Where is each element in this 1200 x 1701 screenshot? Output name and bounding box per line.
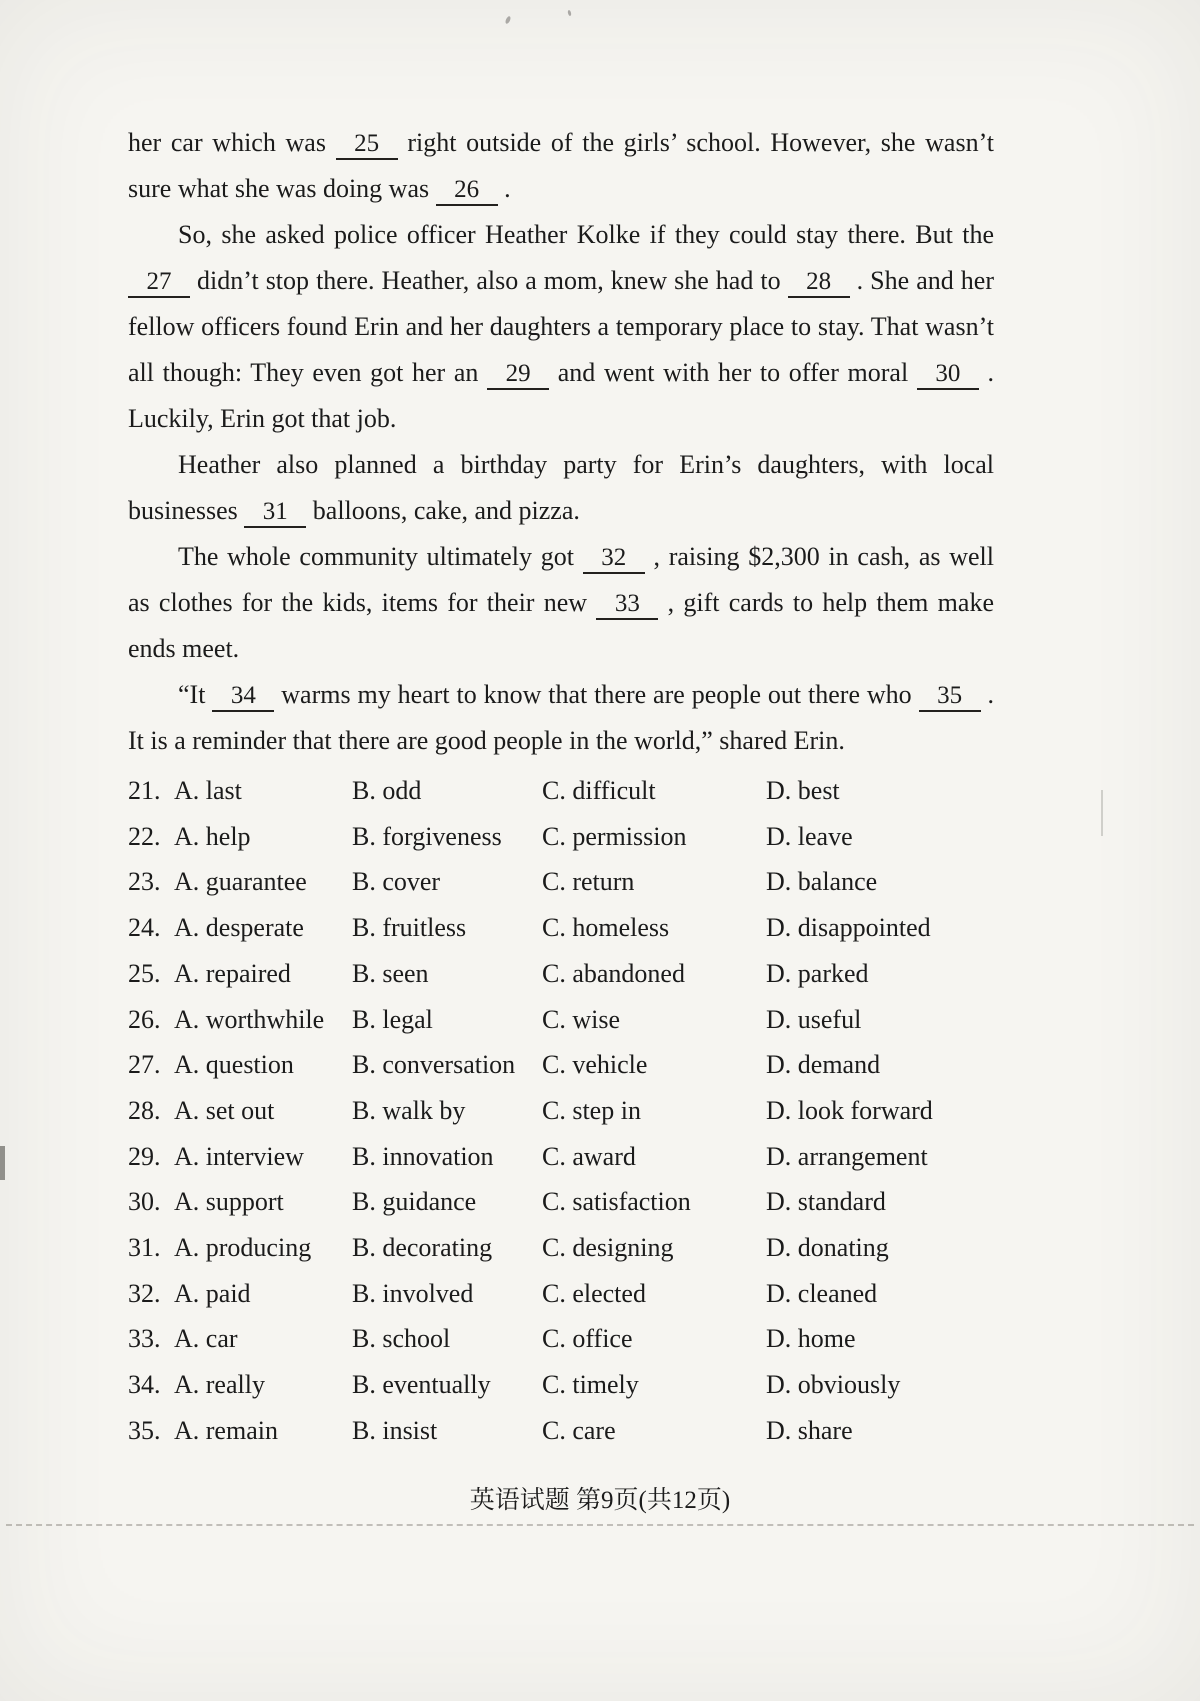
option-label: B. legal xyxy=(352,1004,433,1034)
option-21-C xyxy=(542,768,766,814)
option-31-D xyxy=(766,1225,994,1271)
option-26-A xyxy=(128,997,352,1043)
option-row-23 xyxy=(128,859,994,905)
option-34-D xyxy=(766,1362,994,1408)
option-label: D. demand xyxy=(766,1050,881,1080)
option-row-31 xyxy=(128,1225,994,1271)
question-number: 26. xyxy=(128,1004,161,1034)
option-32-A xyxy=(128,1271,352,1317)
option-label: D. arrangement xyxy=(766,1141,928,1171)
option-label: A. interview xyxy=(174,1141,304,1171)
option-label: B. innovation xyxy=(352,1141,494,1171)
option-row-35 xyxy=(128,1408,994,1454)
option-label: C. office xyxy=(542,1324,633,1354)
option-35-A xyxy=(128,1408,352,1454)
option-29-C xyxy=(542,1134,766,1180)
option-22-C xyxy=(542,814,766,860)
option-23-D xyxy=(766,859,994,905)
passage-paragraph xyxy=(128,672,994,764)
question-number: 35. xyxy=(128,1415,161,1445)
cloze-blank-27: 27 xyxy=(128,268,190,298)
option-33-A xyxy=(128,1316,352,1362)
option-label: C. homeless xyxy=(542,913,670,943)
option-label: B. walk by xyxy=(352,1095,466,1125)
option-label: A. set out xyxy=(174,1095,275,1125)
question-number: 21. xyxy=(128,776,161,805)
scan-streak xyxy=(1101,790,1103,836)
option-33-B xyxy=(352,1316,542,1362)
question-number: 28. xyxy=(128,1095,161,1125)
option-33-D xyxy=(766,1316,994,1362)
option-21-B xyxy=(352,768,542,814)
option-label: A. help xyxy=(174,821,251,851)
option-label: D. balance xyxy=(766,867,878,897)
option-label: C. step in xyxy=(542,1095,641,1125)
option-label: A. guarantee xyxy=(174,867,307,897)
option-34-A xyxy=(128,1362,352,1408)
option-31-A xyxy=(128,1225,352,1271)
option-label: D. home xyxy=(766,1324,856,1354)
option-24-B xyxy=(352,905,542,951)
question-number: 33. xyxy=(128,1324,161,1354)
option-row-21 xyxy=(128,768,994,814)
option-row-22 xyxy=(128,814,994,860)
option-label: A. car xyxy=(174,1324,238,1354)
passage-text: , raising $2,300 in cash, as well as clothes for the kids, items for their new xyxy=(128,542,995,617)
option-row-34 xyxy=(128,1362,994,1408)
cloze-blank-33: 33 xyxy=(596,590,658,620)
option-label: D. obviously xyxy=(766,1370,901,1400)
cloze-blank-31: 31 xyxy=(244,498,306,528)
passage-text: right outside of the girls’ school. However, she wasn’t sure what she was doing was xyxy=(128,128,994,203)
option-26-C xyxy=(542,997,766,1043)
passage-text: her car which was xyxy=(128,128,336,157)
option-label: C. permission xyxy=(542,821,687,851)
question-number: 30. xyxy=(128,1187,161,1217)
option-label: B. involved xyxy=(352,1278,474,1308)
option-label: C. award xyxy=(542,1141,636,1171)
option-22-B xyxy=(352,814,542,860)
option-label: B. insist xyxy=(352,1415,438,1445)
passage-text: Heather also planned a birthday party for Erin’s daughters, with local businesses xyxy=(128,450,994,525)
option-34-C xyxy=(542,1362,766,1408)
option-label: D. donating xyxy=(766,1233,889,1263)
option-label: A. question xyxy=(174,1050,294,1080)
passage-text: . Luckily, Erin got that job. xyxy=(128,358,995,433)
option-32-B xyxy=(352,1271,542,1317)
option-label: B. fruitless xyxy=(352,913,467,943)
option-23-A xyxy=(128,859,352,905)
option-29-A xyxy=(128,1134,352,1180)
option-row-32 xyxy=(128,1271,994,1317)
option-25-A xyxy=(128,951,352,997)
option-27-D xyxy=(766,1042,994,1088)
scan-speck xyxy=(504,16,511,25)
option-label: A. worthwhile xyxy=(174,1004,325,1034)
question-number: 31. xyxy=(128,1233,161,1263)
option-label: A. remain xyxy=(174,1415,278,1445)
option-label: A. repaired xyxy=(174,958,291,988)
option-row-24 xyxy=(128,905,994,951)
cloze-blank-30: 30 xyxy=(917,360,979,390)
passage-paragraph xyxy=(128,534,994,672)
option-label: D. best xyxy=(766,776,840,805)
option-24-C xyxy=(542,905,766,951)
option-label: D. parked xyxy=(766,958,869,988)
cloze-blank-26: 26 xyxy=(436,176,498,206)
option-31-C xyxy=(542,1225,766,1271)
option-label: C. care xyxy=(542,1415,616,1445)
options-list xyxy=(128,768,994,1454)
option-22-D xyxy=(766,814,994,860)
option-label: A. last xyxy=(174,776,242,805)
option-label: D. leave xyxy=(766,821,853,851)
option-row-30 xyxy=(128,1179,994,1225)
option-row-28 xyxy=(128,1088,994,1134)
cloze-blank-25: 25 xyxy=(336,130,398,160)
option-label: D. look forward xyxy=(766,1095,933,1125)
option-27-A xyxy=(128,1042,352,1088)
option-row-29 xyxy=(128,1134,994,1180)
option-label: D. cleaned xyxy=(766,1278,878,1308)
passage-paragraph xyxy=(128,212,994,442)
option-label: B. eventually xyxy=(352,1370,491,1400)
passage-text: “It xyxy=(178,680,213,709)
page-footer: 英语试题 第9页(共12页) xyxy=(469,1487,731,1514)
option-label: C. vehicle xyxy=(542,1050,648,1080)
passage-text: . It is a reminder that there are good people in the world,” shared Erin. xyxy=(128,680,995,755)
option-label: B. forgiveness xyxy=(352,821,502,851)
option-label: D. useful xyxy=(766,1004,862,1034)
passage-text: and went with her to offer moral xyxy=(549,358,917,387)
option-row-33 xyxy=(128,1316,994,1362)
option-31-B xyxy=(352,1225,542,1271)
content xyxy=(128,120,994,1454)
cloze-blank-32: 32 xyxy=(583,544,645,574)
option-29-B xyxy=(352,1134,542,1180)
passage xyxy=(128,120,994,764)
option-label: A. desperate xyxy=(174,913,304,943)
cloze-blank-34: 34 xyxy=(212,682,274,712)
cloze-blank-28: 28 xyxy=(788,268,850,298)
option-32-C xyxy=(542,1271,766,1317)
option-label: A. paid xyxy=(174,1278,251,1308)
option-label: B. guidance xyxy=(352,1187,477,1217)
option-22-A xyxy=(128,814,352,860)
option-35-D xyxy=(766,1408,994,1454)
option-27-C xyxy=(542,1042,766,1088)
option-label: C. wise xyxy=(542,1004,620,1034)
scan-edge-mark xyxy=(0,1146,5,1180)
cloze-blank-29: 29 xyxy=(487,360,549,390)
option-26-D xyxy=(766,997,994,1043)
scan-speck xyxy=(567,10,571,17)
option-25-D xyxy=(766,951,994,997)
question-number: 29. xyxy=(128,1141,161,1171)
option-29-D xyxy=(766,1134,994,1180)
question-number: 32. xyxy=(128,1278,161,1308)
scan-edge-line xyxy=(6,1524,1194,1526)
option-21-D xyxy=(766,768,994,814)
passage-text: balloons, cake, and pizza. xyxy=(306,496,580,525)
option-label: D. share xyxy=(766,1415,853,1445)
passage-text: , gift cards to help them make ends meet. xyxy=(128,588,994,663)
passage-text: The whole community ultimately got xyxy=(178,542,583,571)
option-35-C xyxy=(542,1408,766,1454)
option-label: C. designing xyxy=(542,1233,674,1263)
option-row-27 xyxy=(128,1042,994,1088)
option-34-B xyxy=(352,1362,542,1408)
question-number: 23. xyxy=(128,867,161,897)
option-label: B. cover xyxy=(352,867,441,897)
option-label: B. decorating xyxy=(352,1233,493,1263)
option-label: C. elected xyxy=(542,1278,646,1308)
question-number: 27. xyxy=(128,1050,161,1080)
option-23-B xyxy=(352,859,542,905)
option-label: A. producing xyxy=(174,1233,312,1263)
passage-text: So, she asked police officer Heather Kolke if they could stay there. But the xyxy=(178,220,994,249)
option-label: B. odd xyxy=(352,776,422,805)
passage-paragraph xyxy=(128,120,994,212)
option-27-B xyxy=(352,1042,542,1088)
option-30-B xyxy=(352,1179,542,1225)
passage-paragraph xyxy=(128,442,994,534)
passage-text: . xyxy=(497,174,511,203)
option-label: D. disappointed xyxy=(766,913,931,943)
option-23-C xyxy=(542,859,766,905)
cloze-blank-35: 35 xyxy=(919,682,981,712)
option-28-C xyxy=(542,1088,766,1134)
option-label: C. satisfaction xyxy=(542,1187,691,1217)
option-33-C xyxy=(542,1316,766,1362)
option-32-D xyxy=(766,1271,994,1317)
option-label: B. conversation xyxy=(352,1050,516,1080)
question-number: 34. xyxy=(128,1370,161,1400)
passage-text: warms my heart to know that there are people out there who xyxy=(274,680,919,709)
option-30-A xyxy=(128,1179,352,1225)
option-label: C. difficult xyxy=(542,776,656,805)
option-label: B. school xyxy=(352,1324,451,1354)
option-25-C xyxy=(542,951,766,997)
option-25-B xyxy=(352,951,542,997)
option-24-D xyxy=(766,905,994,951)
option-label: D. standard xyxy=(766,1187,886,1217)
option-28-D xyxy=(766,1088,994,1134)
option-28-B xyxy=(352,1088,542,1134)
option-24-A xyxy=(128,905,352,951)
option-label: A. support xyxy=(174,1187,284,1217)
option-label: B. seen xyxy=(352,958,429,988)
option-row-26 xyxy=(128,997,994,1043)
option-label: C. return xyxy=(542,867,635,897)
option-28-A xyxy=(128,1088,352,1134)
option-label: C. abandoned xyxy=(542,958,685,988)
passage-text: . She and her fellow officers found Erin and her daughters a temporary place to stay. That wasn’t all though: They even got her an xyxy=(128,266,994,387)
option-label: A. really xyxy=(174,1370,265,1400)
option-row-25 xyxy=(128,951,994,997)
question-number: 24. xyxy=(128,913,161,943)
option-26-B xyxy=(352,997,542,1043)
option-35-B xyxy=(352,1408,542,1454)
option-21-A xyxy=(128,768,352,814)
question-number: 25. xyxy=(128,958,161,988)
option-30-D xyxy=(766,1179,994,1225)
option-30-C xyxy=(542,1179,766,1225)
option-label: C. timely xyxy=(542,1370,639,1400)
question-number: 22. xyxy=(128,821,161,851)
passage-text: didn’t stop there. Heather, also a mom, knew she had to xyxy=(190,266,788,295)
